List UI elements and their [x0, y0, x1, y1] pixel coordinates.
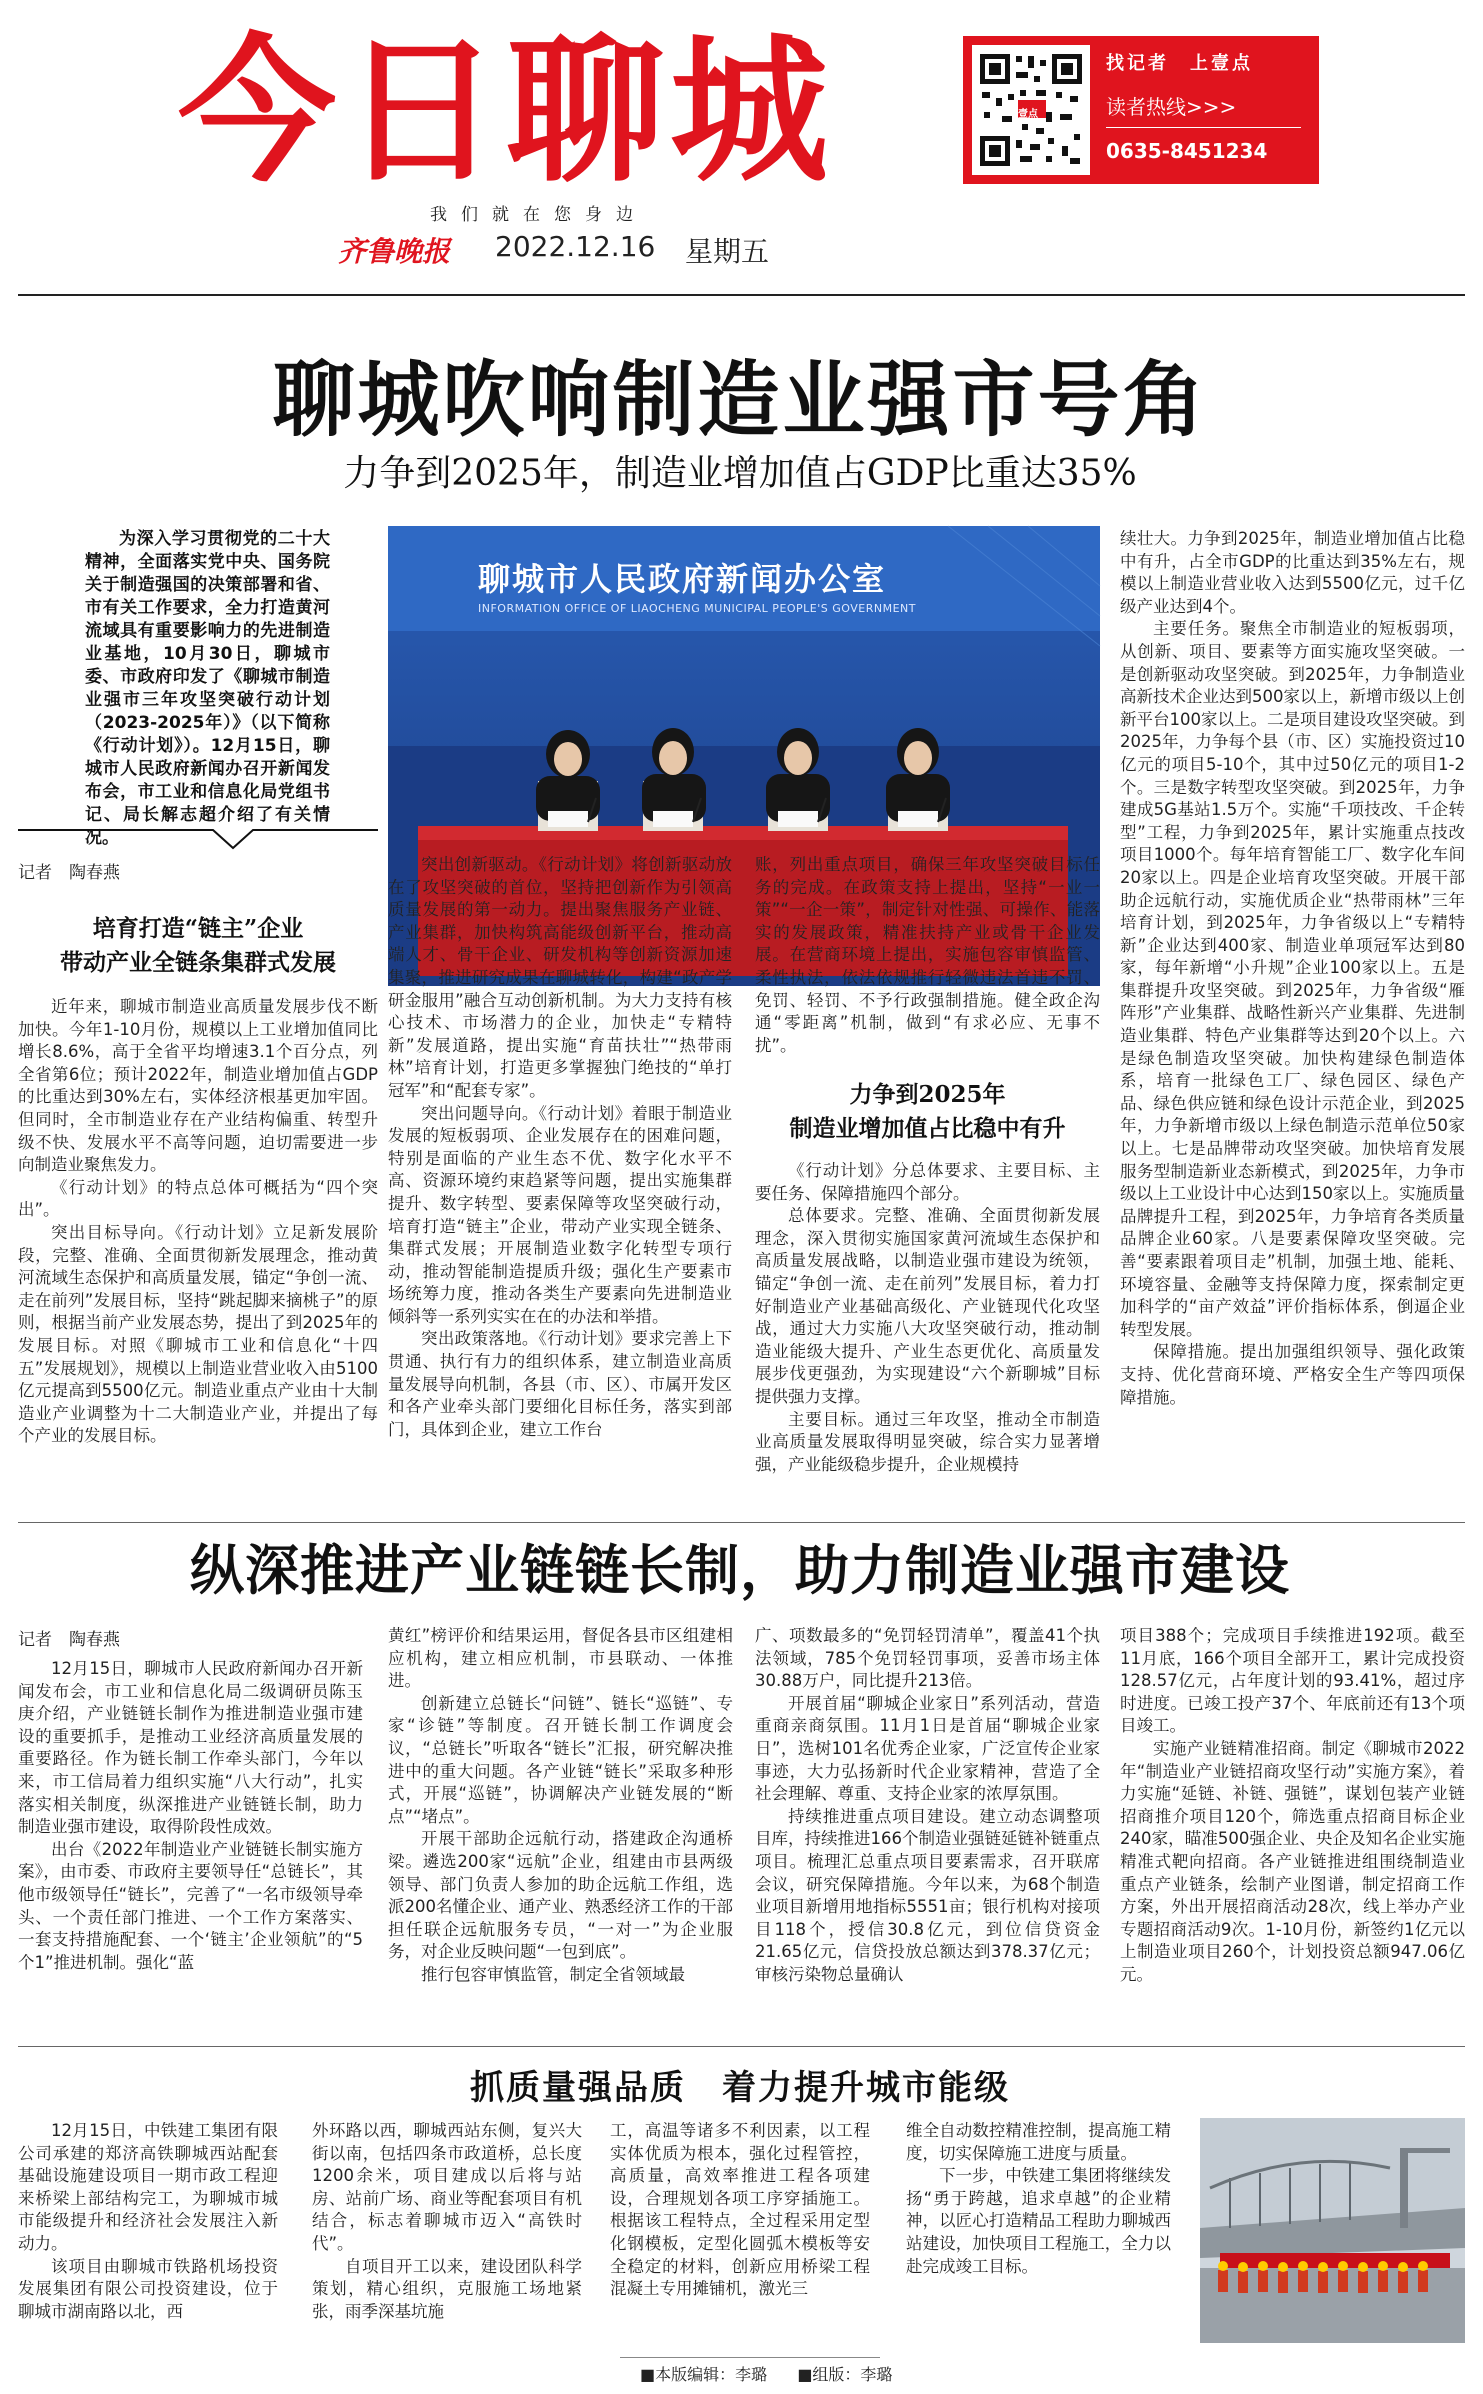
- hotline-top: 找记者 上壹点: [1106, 53, 1253, 74]
- masthead-rule: [18, 294, 1465, 296]
- story2-col1-p1: 12月15日，聊城市人民政府新闻办召开新闻发布会，市工业和信息化局二级调研员陈玉庚介绍，产业链链长制作为推进制造业强市建设的重要抓手，是推动工业经济高质量发展的重要路径。作为链长制工作牵头部门，今年以来，市工信局着力组织实施“八大行动”，扎实落实相关制度，纵深推进产业链链长制，助力制造业强市建设，取得阶段性成效。: [18, 1659, 363, 1837]
- lead-col4-p1: 续壮大。力争到2025年，制造业增加值占比稳中有升，占全市GDP的比重达到35%左右，规模以上制造业营业收入达到5500亿元，过千亿级产业达到4个。: [1120, 529, 1465, 616]
- lead-headline: 聊城吹响制造业强市号角: [272, 352, 1208, 448]
- story2-col3-p3: 持续推进重点项目建设。建立动态调整项目库，持续推进166个制造业强链延链补链重点项目。梳理汇总重点项目要素需求，召开联席会议，研究保障措施。今年以来，为68个制造业项目新增用地指标5551亩；银行机构对接项目118个，授信30.8亿元，到位信贷资金21.65亿元，信贷投放总额达到378.37亿元；审核污染物总量确认: [755, 1806, 1100, 1984]
- story2-col2-p4: 推行包容审慎监管，制定全省领域最: [421, 1964, 685, 1984]
- story3-col2-p2: 自项目开工以来，建设团队科学策划，精心组织，克服施工场地紧张，雨季深基坑施: [312, 2256, 582, 2321]
- photo-banner-en: INFORMATION OFFICE OF LIAOCHENG MUNICIPAL PEOPLE'S GOVERNMENT: [478, 602, 916, 615]
- story3-column-1: [18, 2120, 278, 2352]
- footer-editor: ■本版编辑：李璐: [640, 2365, 768, 2384]
- lead-column-2: [388, 854, 732, 1522]
- lead-column-3a: [755, 854, 1100, 1055]
- masthead-title: 今日聊城: [178, 20, 834, 204]
- hotline-divider: [1106, 127, 1301, 128]
- lead-section1-title: [18, 912, 378, 980]
- lead-intro: [85, 528, 330, 848]
- lead-col2-p1: 突出创新驱动。《行动计划》将创新驱动放在了攻坚突破的首位，坚持把创新作为引领高质量发展的第一动力。提出聚焦服务产业链、产业集群，加快构筑高能级创新平台，推动高端人才、骨干企业、研发机构等创新资源加速集聚，推进研究成果在聊城转化，构建“政产学研金服用”融合互动创新机制。为大力支持有核心技术、市场潜力的企业，加快走“专精特新”发展道路，提出实施“育苗扶壮”“热带雨林”培育计划，打造更多掌握独门绝技的“单打冠军”和“配套专家”。: [388, 855, 732, 1100]
- story2-byline: 记者 陶春燕: [18, 1630, 120, 1650]
- lead-intro-text: 为深入学习贯彻党的二十大精神，全面落实党中央、国务院关于制造强国的决策部署和省、市有关工作要求，全力打造黄河流域具有重要影响力的先进制造业基地，10月30日，聊城市委、市政府印发了《聊城市制造业强市三年攻坚突破行动计划（2023-2025年）》（以下简称《行动计划》）。12月15日，聊城市人民政府新闻办召开新闻发布会，市工业和信息化局党组书记、局长解志超介绍了有关情况。: [85, 529, 330, 848]
- lead-col2-p3: 突出政策落地。《行动计划》要求完善上下贯通、执行有力的组织体系，建立制造业高质量发展导向机制，各县（市、区）、市属开发区和各产业牵头部门要细化目标任务，落实到部门，具体到企业，建立工作台: [388, 1329, 732, 1439]
- story3-col4-p2: 下一步，中铁建工集团将继续发扬“勇于跨越，追求卓越”的企业精神，以匠心打造精品工程助力聊城西站建设，加快项目工程施工，全力以赴完成竣工目标。: [906, 2166, 1171, 2276]
- lead-col1-p2: 《行动计划》的特点总体可概括为“四个突出”。: [18, 1177, 378, 1220]
- lead-byline: 记者 陶春燕: [18, 863, 120, 883]
- story3-col1-p1: 12月15日，中铁建工集团有限公司承建的郑济高铁聊城西站配套基础设施建设项目一期市政工程迎来桥梁上部结构完工，为聊城市城市能级提升和经济社会发展注入新动力。: [18, 2121, 278, 2253]
- story2-column-3: [755, 1625, 1100, 2038]
- lead-column-3b: [755, 1160, 1100, 1522]
- lead-col1-p1: 近年来，聊城市制造业高质量发展步伐不断加快。今年1-10月份，规模以上工业增加值同比增长8.6%，高于全省平均增速3.1个百分点，列全省第6位；预计2022年，制造业增加值占GDP的比重达到30%左右，实体经济根基更加牢固。但同时，全市制造业存在产业结构偏重、转型升级不快、发展水平不高等问题，迫切需要进一步向制造业聚焦发力。: [18, 997, 378, 1175]
- lead-col3b-p1: 《行动计划》分总体要求、主要目标、主要任务、保障措施四个部分。: [755, 1161, 1100, 1203]
- lead-col1-p3: 突出目标导向。《行动计划》立足新发展阶段，完整、准确、全面贯彻新发展理念，推动黄河流域生态保护和高质量发展，锚定“争创一流、走在前列”发展目标，坚持“跳起脚来摘桃子”的原则，根据当前产业发展态势，提出了到2025年的发展目标。对照《聊城市工业和信息化“十四五”发展规划》，规模以上制造业营业收入由5100亿元提高到5500亿元。制造业重点产业由十大制造业产业调整为十二大制造业产业，并提出了每个产业的发展目标。: [18, 1222, 378, 1446]
- footer-typeset: ■组版：李璐: [797, 2365, 893, 2384]
- brand-logo: 齐鲁晚报: [338, 235, 451, 268]
- story2-col2-p1: 黄红”榜评价和结果运用，督促各县市区组建相应机构，建立相应机制，市县联动、一体推进。: [388, 1626, 733, 1691]
- section2-title-line1: 力争到2025年: [849, 1081, 1006, 1108]
- lead-col3b-p3: 主要目标。通过三年攻坚，推动全市制造业高质量发展取得明显突破，综合实力显著增强，产业能级稳步提升，企业规模持: [755, 1409, 1100, 1474]
- footer-credits: [640, 2362, 892, 2385]
- section2-title-line2: 制造业增加值占比稳中有升: [789, 1115, 1066, 1142]
- lead-col4-p2: 主要任务。聚焦全市制造业的短板弱项，从创新、项目、要素等方面实施攻坚突破。一是创新驱动攻坚突破。到2025年，力争制造业高新技术企业达到500家以上，新增市级以上创新平台100家以上。二是项目建设攻坚突破。到2025年，力争每个县（市、区）实施投资过10亿元的项目5-10个，其中过50亿元的项目1-2个。三是数字转型攻坚突破。到2025年，力争建成5G基站1.5万个。实施“千项技改、千企转型”工程，力争到2025年，累计实施重点技改项目1000个。每年培育智能工厂、数字化车间20家以上。四是企业培育攻坚突破。开展干部助企远航行动，实施优质企业“热带雨林”三年培育计划，到2025年，力争省级以上“专精特新”企业达到400家、制造业单项冠军达到80家，每年新增“小升规”企业100家以上。五是集群提升攻坚突破。到2025年，力争省级“雁阵形”产业集群、战略性新兴产业集群、先进制造业集群、特色产业集群等达到20个以上。六是绿色制造攻坚突破。加快构建绿色制造体系，培育一批绿色工厂、绿色园区、绿色产品、绿色供应链和绿色设计示范企业，到2025年，力争新增市级以上绿色制造示范单位50家以上。七是品牌带动攻坚突破。加快培育发展服务型制造新业态新模式，到2025年，力争市级以上工业设计中心达到150家以上。实施质量品牌提升工程，到2025年，力争培育各类质量品牌企业60家。八是要素保障攻坚突破。完善“要素跟着项目走”机制，加强土地、能耗、环境容量、金融等支持保障力度，探索制定更加科学的“亩产效益”评价指标体系，倒逼企业转型发展。: [1120, 619, 1465, 1339]
- lead-col2-p2: 突出问题导向。《行动计划》着眼于制造业发展的短板弱项、企业发展存在的困难问题，特别是面临的产业生态不优、数字化水平不高、资源环境约束趋紧等问题，提出实施集群提升、数字转型、要素保障等攻坚突破行动，培育打造“链主”企业，带动产业实现全链条、集群式发展；开展制造业数字化转型专项行动，推动智能制造提质升级；强化生产要素市场统筹力度，推动各类生产要素向先进制造业倾斜等一系列实实在在的办法和举措。: [388, 1103, 732, 1326]
- lead-column-4: [1120, 528, 1465, 1522]
- story2-column-4: [1120, 1625, 1465, 2038]
- story2-column-1: [18, 1658, 363, 2038]
- story3-col1-p2: 该项目由聊城市铁路机场投资发展集团有限公司投资建设，位于聊城市湖南路以北，西: [18, 2256, 278, 2321]
- lead-subhead: 力争到2025年，制造业增加值占GDP比重达35%: [343, 453, 1137, 494]
- qr-code[interactable]: [972, 45, 1090, 175]
- qr-badge: 壹点: [1018, 109, 1038, 120]
- story2-headline: 纵深推进产业链链长制，助力制造业强市建设: [190, 1538, 1290, 1602]
- construction-photo: [1200, 2118, 1465, 2343]
- story2-col2-p3: 开展干部助企远航行动，搭建政企沟通桥梁。遴选200家“远航”企业，组建由市县两级领导、部门负责人参加的助企远航工作组，选派200名懂企业、通产业、熟悉经济工作的干部担任联企远航服务专员，“一对一”为企业服务，对企业反映问题“一包到底”。: [388, 1829, 733, 1962]
- issue-weekday: 星期五: [685, 235, 770, 268]
- story2-col4-p2: 实施产业链精准招商。制定《聊城市2022年“制造业产业链招商攻坚行动”实施方案》，着力实施“延链、补链、强链”，谋划包装产业链招商推介项目120个，筛选重点招商目标企业240家，瞄准500强企业、央企及知名企业实施精准式靶向招商。各产业链推进组围绕制造业重点产业链条，绘制产业图谱，制定招商工作方案，外出开展招商活动28次，线上举办产业专题招商活动9次。1-10月份，新签约1亿元以上制造业项目260个，计划投资总额947.06亿元。: [1120, 1738, 1465, 1984]
- story3-col2-p1: 外环路以西，聊城西站东侧，复兴大街以南，包括四条市政道桥，总长度1200余米，项目建成以后将与站房、站前广场、商业等配套项目有机结合，标志着聊城市迈入“高铁时代”。: [312, 2121, 582, 2253]
- section1-title-line2: 带动产业全链条集群式发展: [60, 949, 336, 976]
- hotline-phone[interactable]: 0635-8451234: [1106, 139, 1268, 163]
- story3-col4-p1: 维全自动数控精准控制，提高施工精度，切实保障施工进度与质量。: [906, 2121, 1171, 2163]
- lead-col4-p3: 保障措施。提出加强组织领导、强化政策支持、优化营商环境、严格安全生产等四项保障措施。: [1120, 1342, 1465, 1407]
- story2-col3-p2: 开展首届“聊城企业家日”系列活动，营造重商亲商氛围。11月1日是首届“聊城企业家日”，选树101名优秀企业家，广泛宣传企业家事迹，大力弘扬新时代企业家精神，营造了全社会理解、尊重、支持企业家的浓厚氛围。: [755, 1693, 1100, 1804]
- story3-column-4: [906, 2120, 1171, 2352]
- hotline-box: [963, 36, 1319, 184]
- section1-title-line1: 培育打造“链主”企业: [92, 915, 304, 942]
- footer-rule: [620, 2357, 880, 2358]
- construction-image: [1200, 2118, 1465, 2343]
- story-divider-1: [18, 1522, 1465, 1523]
- masthead-slogan: 我们就在您身边: [430, 205, 647, 225]
- story3-column-2: [312, 2120, 582, 2352]
- story-divider-2: [18, 2046, 1465, 2047]
- story3-col3-p1: 工，高温等诸多不利因素，以工程实体优质为根本，强化过程管控，高质量，高效率推进工程各项建设，合理规划各项工序穿插施工。根据该工程特点，全过程采用定型化钢模板，定型化圆弧木模板等安全稳定的材料，创新应用桥梁工程混凝土专用摊铺机，激光三: [610, 2121, 870, 2299]
- story3-column-3: [610, 2120, 870, 2352]
- lead-col3-p1: 账，列出重点项目，确保三年攻坚突破目标任务的完成。在政策支持上提出，坚持“一业一策”“一企一策”，制定针对性强、可操作、能落实的发展政策，精准扶持产业或骨干企业发展。在营商环境上提出，实施包容审慎监管、柔性执法，依法依规推行轻微违法首违不罚、免罚、轻罚、不予行政强制措施。健全政企沟通“零距离”机制，做到“有求必应、无事不扰”。: [755, 855, 1100, 1055]
- lead-col3b-p2: 总体要求。完整、准确、全面贯彻新发展理念，深入贯彻实施国家黄河流域生态保护和高质量发展战略，以制造业强市建设为统领，锚定“争创一流、走在前列”发展目标，着力打好制造业产业基础高级化、产业链现代化攻坚战，通过大力实施八大攻坚突破行动，推动制造业能级大提升、产业生态更优化、高质量发展步伐更强劲，为实现建设“六个新聊城”目标提供强力支撑。: [755, 1206, 1100, 1406]
- photo-banner-cn: 聊城市人民政府新闻办公室: [478, 560, 887, 598]
- issue-date: 2022.12.16: [495, 230, 656, 263]
- story2-col2-p2: 创新建立总链长“问链”、链长“巡链”、专家“诊链”等制度。召开链长制工作调度会议，“总链长”听取各“链长”汇报，研究解决推进中的重大问题。各产业链“链长”采取多种形式，开展“巡链”，协调解决产业链发展的“断点”“堵点”。: [388, 1693, 733, 1826]
- lead-column-1: [18, 996, 378, 1516]
- hotline-text: [1098, 39, 1313, 181]
- story2-col1-p2: 出台《2022年制造业产业链链长制实施方案》，由市委、市政府主要领导任“总链长”，其他市级领导任“链长”，完善了“一名市级领导牵头、一个责任部门推进、一个工作方案落实、一套支持措施配套、一个‘链主’企业领航”的“5个1”推进机制。强化“蓝: [18, 1839, 363, 1972]
- story2-column-2: [388, 1625, 733, 2038]
- lead-section2-title: [755, 1078, 1100, 1146]
- story2-col4-p1: 项目388个；完成项目手续推进192项。截至11月底，166个项目全部开工，累计完成投资128.57亿元，占年度计划的93.41%，超过序时进度。已竣工投产37个、年底前还有13个项目竣工。: [1120, 1626, 1465, 1736]
- intro-callout-line: [18, 822, 378, 852]
- story2-col3-p1: 广、项数最多的“免罚轻罚清单”，覆盖41个执法领域，785个免罚轻罚事项，妥善市场主体30.88万户，同比提升213倍。: [755, 1626, 1100, 1691]
- story3-headline: 抓质量强品质 着力提升城市能级: [470, 2068, 1010, 2108]
- hotline-label: 读者热线>>>: [1106, 95, 1237, 119]
